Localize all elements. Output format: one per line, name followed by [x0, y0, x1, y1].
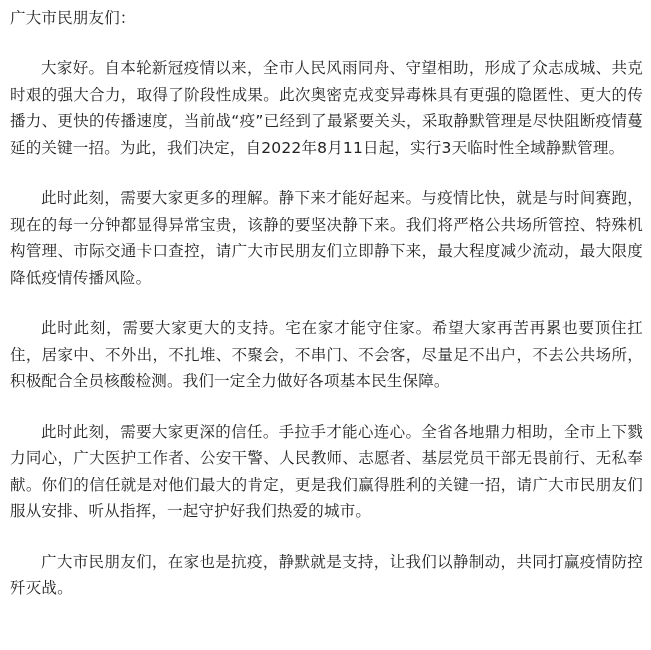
salutation: 广大市民朋友们：	[10, 9, 136, 27]
paragraph-trust: 此时此刻，需要大家更深的信任。手拉手才能心连心。全省各地鼎力相助，全市上下戮力同心，广大医护工作者、公安干警、人民教师、志愿者、基层党员干部无畏前行、无私奉献。你们的信任就是对他们最大的肯定，更是我们赢得胜利的关键一招，请广大市民朋友们服从安排、听从指挥，一起守护好我们热爱的城市。	[10, 422, 643, 520]
paragraph-closing: 广大市民朋友们，在家也是抗疫，静默就是支持，让我们以静制动，共同打赢疫情防控歼灭战。	[10, 552, 643, 597]
paragraph-understanding: 此时此刻，需要大家更多的理解。静下来才能好起来。与疫情比快，就是与时间赛跑，现在的每一分钟都显得异常宝贵，该静的要坚决静下来。我们将严格公共场所管控、特殊机构管理、市际交通卡口查控，请广大市民朋友们立即静下来，最大程度减少流动，最大限度降低疫情传播风险。	[10, 189, 643, 287]
paragraph-support: 此时此刻，需要大家更大的支持。宅在家才能守住家。希望大家再苦再累也要顶住扛住，居家中、不外出，不扎堆、不聚会，不串门、不会客，尽量足不出户，不去公共场所，积极配合全员核酸检测。我们一定全力做好各项基本民生保障。	[10, 319, 643, 390]
paragraph-intro: 大家好。自本轮新冠疫情以来，全市人民风雨同舟、守望相助，形成了众志成城、共克时艰的强大合力，取得了阶段性成果。此次奥密克戎变异毒株具有更强的隐匿性、更大的传播力、更快的传播速度，当前战“疫”已经到了最紧要关头，采取静默管理是尽快阻断疫情蔓延的关键一招。为此，我们决定，自2022年8月11日起，实行3天临时性全域静默管理。	[10, 59, 643, 157]
